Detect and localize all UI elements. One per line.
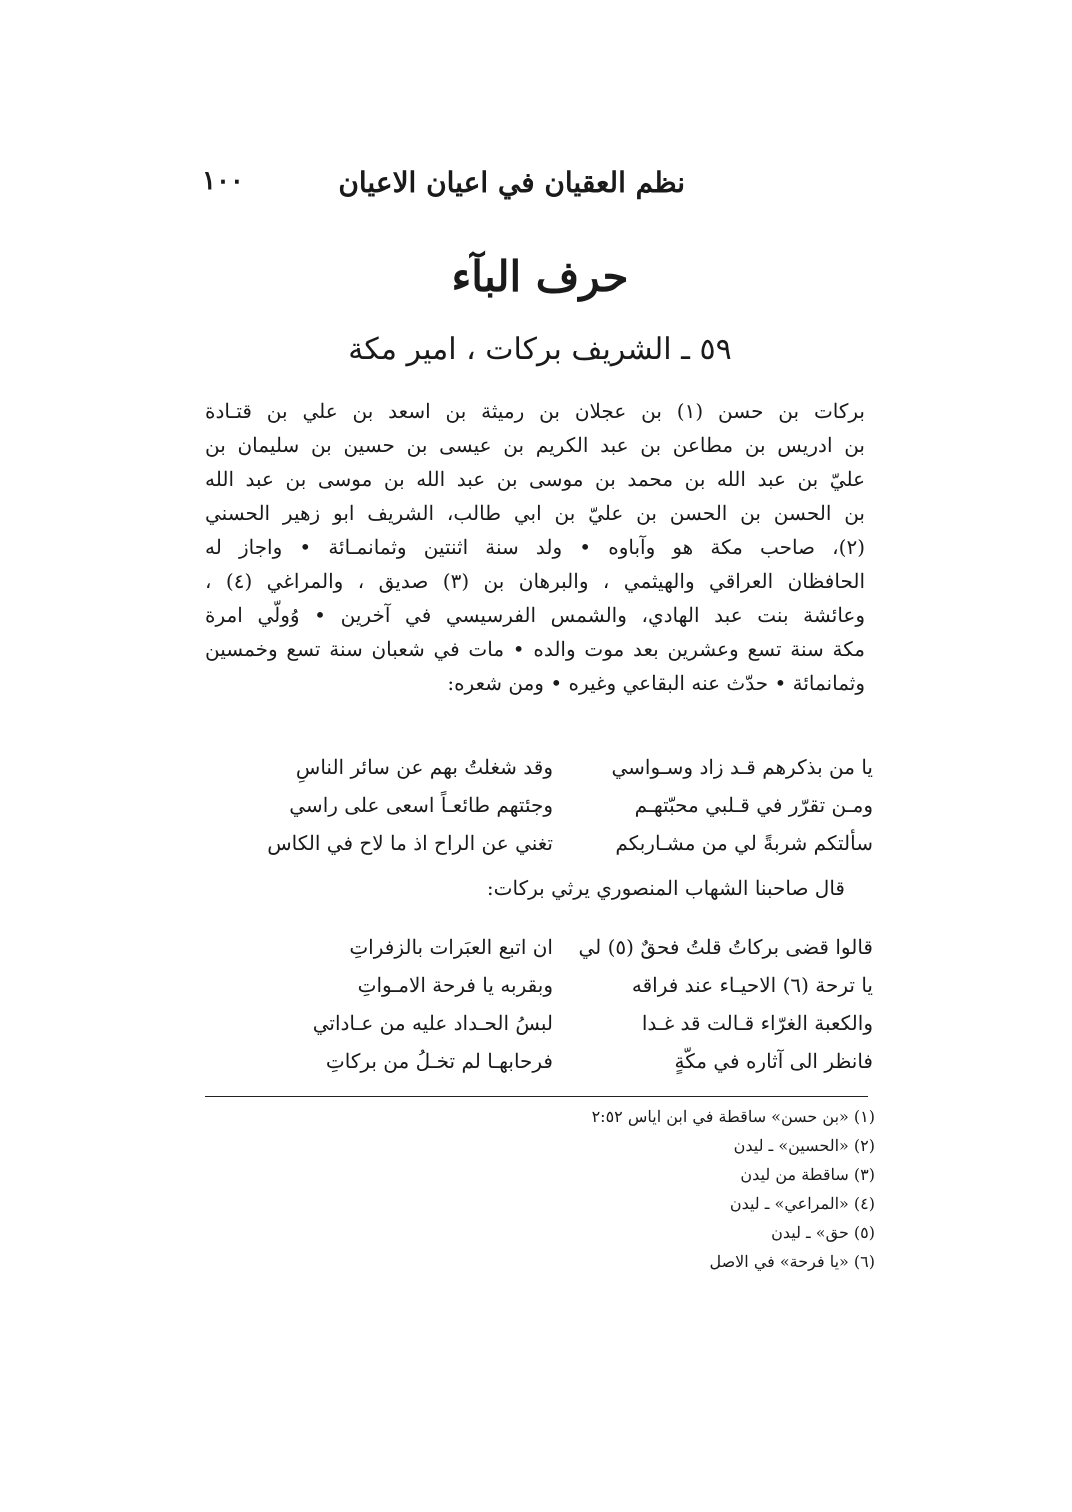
verse-second-hemistich: لبسُ الحـداد عليه من عـاداتي bbox=[312, 1011, 553, 1035]
verse-second-hemistich: فرحابهـا لم تخـلُ من بركاتِ bbox=[325, 1049, 553, 1073]
verse-first-hemistich: قالوا قضى بركاتُ قلتُ فحقٌ (٥) لي bbox=[578, 935, 873, 959]
verse-first-hemistich: ومـن تقرّر في قـلبي محبّتهـم bbox=[634, 793, 873, 817]
footnote: (٣) ساقطة من ليدن bbox=[740, 1165, 875, 1184]
text-line: مكة سنة تسع وعشرين بعد موت والده • مات في شعبان سنة تسع وخمسين bbox=[205, 637, 865, 661]
text-line: بركات بن حسن (١) بن عجلان بن رميثة بن اسعد بن علي بن قتـادة bbox=[205, 399, 865, 423]
verse-first-hemistich: فانظر الى آثاره في مكّةٍ bbox=[674, 1049, 873, 1073]
elegy-introduction: قال صاحبنا الشهاب المنصوري يرثي بركات: bbox=[486, 876, 845, 900]
footnotes bbox=[400, 1102, 875, 1276]
verse-second-hemistich: وقد شغلتُ بهم عن سائر الناسِ bbox=[295, 755, 553, 779]
verse-first-hemistich: يا ترحة (٦) الاحيـاء عند فراقه bbox=[631, 973, 873, 997]
footnote: (٥) حق» ـ ليدن bbox=[771, 1223, 875, 1242]
verse-second-hemistich: ان اتبع العبَرات بالزفراتِ bbox=[349, 935, 553, 959]
text-line: بن الحسن بن الحسن بن عليّ بن ابي طالب، الشريف ابو زهير الحسني bbox=[205, 501, 865, 525]
section-title: حرف البآء bbox=[451, 252, 629, 301]
verse-first-hemistich: والكعبة الغرّاء قـالت قد غـدا bbox=[641, 1011, 873, 1035]
elegy-poem-block bbox=[205, 928, 873, 1080]
text-line: وعائشة بنت عبد الهادي، والشمس الفرسيسي في آخرين • وُولّي امرة bbox=[205, 603, 865, 627]
verse-first-hemistich: سألتكم شربةً لي من مشـاربكم bbox=[615, 831, 873, 855]
poem-verse bbox=[205, 748, 873, 786]
biography-paragraph bbox=[205, 394, 865, 700]
page-number: ١٠٠ bbox=[202, 166, 244, 196]
verse-second-hemistich: وبقربه يا فرحة الامـواتِ bbox=[357, 973, 553, 997]
text-line: عليّ بن عبد الله بن محمد بن موسى بن عبد الله بن موسى بن عبد الله bbox=[205, 467, 865, 491]
verse-first-hemistich: يا من بذكرهم قـد زاد وسـواسي bbox=[611, 755, 873, 779]
poem-verse bbox=[205, 1004, 873, 1042]
poem-verse bbox=[205, 1042, 873, 1080]
verse-second-hemistich: وجئتهم طائعـاً اسعى على راسي bbox=[289, 793, 553, 817]
verse-second-hemistich: تغني عن الراح اذ ما لاح في الكاس bbox=[267, 831, 553, 855]
poem-verse bbox=[205, 928, 873, 966]
poem-block bbox=[205, 748, 873, 862]
poem-verse bbox=[205, 786, 873, 824]
footnote: (١) «بن حسن» ساقطة في ابن اياس ٢:٥٢ bbox=[591, 1107, 875, 1126]
footnote: (٦) «يا فرحة» في الاصل bbox=[709, 1252, 875, 1271]
page-header bbox=[200, 166, 880, 216]
text-line: (٢)، صاحب مكة هو وآباوه • ولد سنة اثنتين وثمانمـائة • واجاز له bbox=[205, 535, 865, 559]
footnote-divider bbox=[205, 1096, 868, 1097]
poem-verse bbox=[205, 824, 873, 862]
poem-verse bbox=[205, 966, 873, 1004]
text-line: بن ادريس بن مطاعن بن عبد الكريم بن عيسى بن حسين بن سليمان بن bbox=[205, 433, 865, 457]
footnote: (٤) «المراعي» ـ ليدن bbox=[729, 1194, 875, 1213]
entry-title: ٥٩ ـ الشريف بركات ، امير مكة bbox=[348, 332, 732, 367]
footnote: (٢) «الحسين» ـ ليدن bbox=[733, 1136, 875, 1155]
text-line: الحافظان العراقي والهيثمي ، والبرهان بن (٣) صديق ، والمراغي (٤) ، bbox=[205, 569, 866, 593]
text-line: وثمانمائة • حدّث عنه البقاعي وغيره • ومن شعره: bbox=[447, 671, 865, 695]
running-title: نظم العقيان في اعيان الاعيان bbox=[338, 166, 685, 199]
